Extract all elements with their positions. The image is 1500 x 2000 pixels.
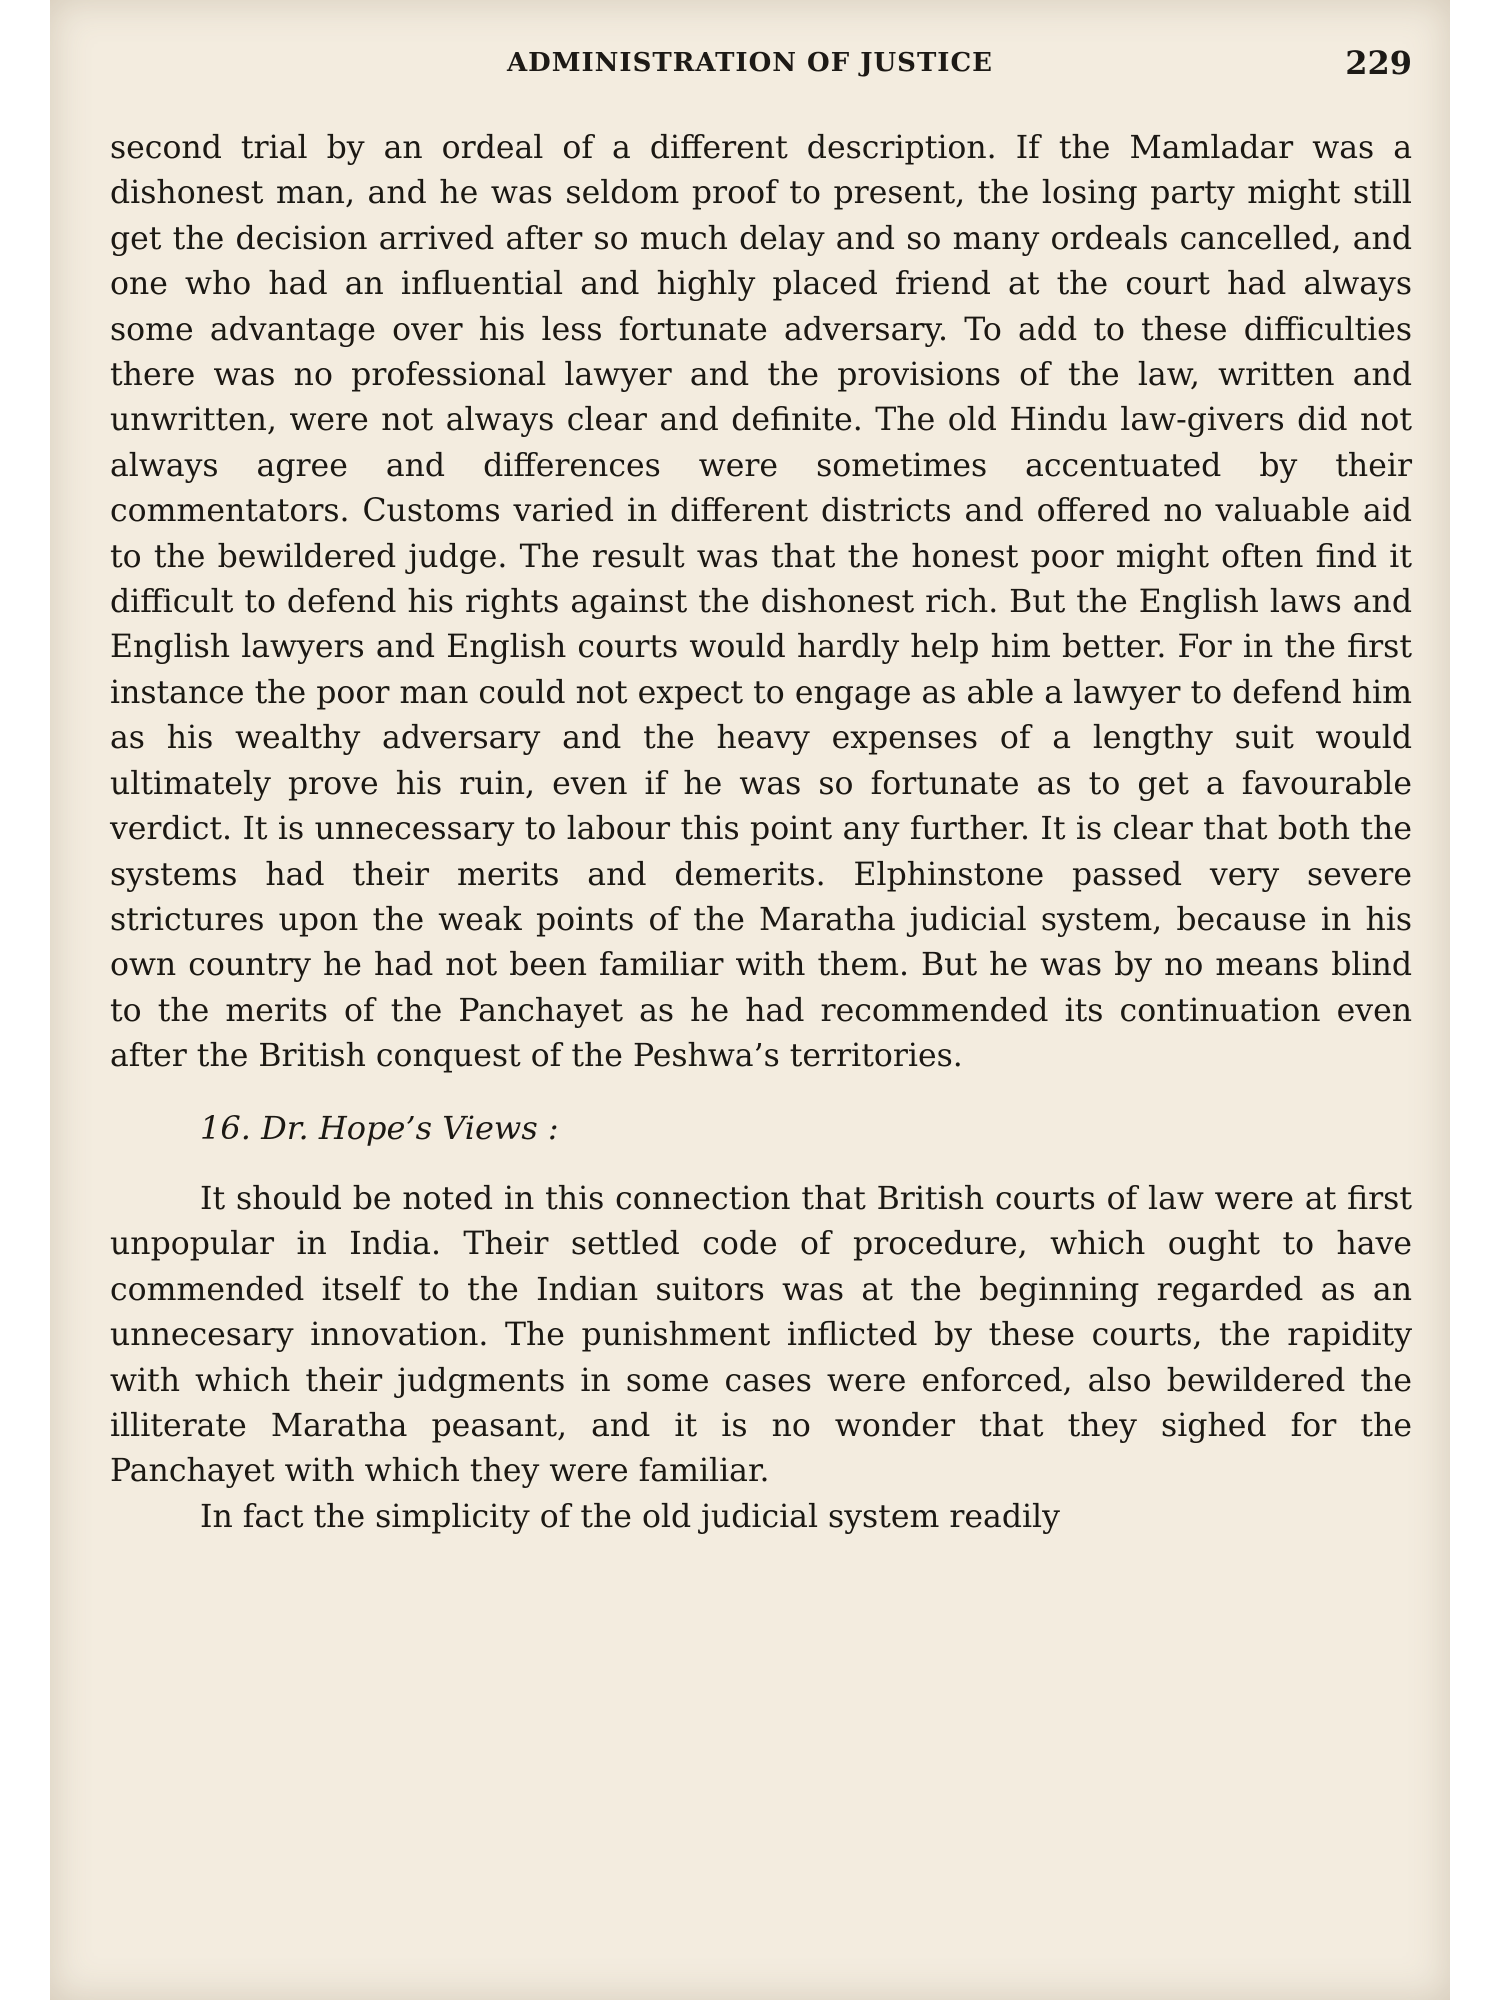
paragraph-1: second trial by an ordeal of a different description. If the Mamladar was a dishonest man, and he was seldom proof to present, the losing party might still get the decision arrived after so much delay and so many ordeals cancelled, and one who had an influential and highly placed friend at the court had always some advantage over his less fortunate adversary. To add to these difficulties there was no professional lawyer and the provisions of the law, written and unwritten, were not always clear and definite. The old Hindu law-givers did not always agree and differences were sometimes accentuated by their commentators. Customs varied in different districts and offered no valuable aid to the bewildered judge. The result was that the honest poor might often find it difficult to defend his rights against the dishonest rich. But the English laws and English lawyers and English courts would hardly help him better. For in the first instance the poor man could not expect to engage as able a lawyer to defend him as his wealthy adversary and the heavy expenses of a lengthy suit would ultimately prove his ruin, even if he was so fortunate as to get a favourable verdict. It is unnecessary to labour this point any further. It is clear that both the systems had their merits and demerits. Elphinstone passed very severe strictures upon the weak points of the Maratha judicial system, because in his own country he had not been familiar with them. But he was by no means blind to the merits of the Panchayet as he had recommended its continuation even after the British conquest of the Peshwa’s territories. — [110, 130, 1412, 1075]
running-title: ADMINISTRATION OF JUSTICE — [507, 48, 993, 78]
section-number: 16. — [200, 1108, 251, 1147]
running-head — [50, 44, 1450, 84]
section-title: Dr. Hope’s Views : — [261, 1108, 559, 1147]
section-heading — [200, 1106, 1412, 1151]
body-text — [110, 126, 1412, 1540]
paragraph-3: In fact the simplicity of the old judicial system readily — [200, 1498, 1060, 1535]
paragraph-2: It should be noted in this connection that British courts of law were at first unpopular in India. Their settled code of procedure, which ought to have commended itself to the Indian suitors was at the beginning regarded as an unnecesary innovation. The punishment inflicted by these courts, the rapidity with which their judgments in some cases were enforced, also bewildered the illiterate Maratha peasant, and it is no wonder that they sighed for the Panchayet with which they were familiar. — [110, 1180, 1412, 1490]
book-page — [50, 0, 1450, 2000]
page-number: 229 — [1345, 44, 1412, 82]
